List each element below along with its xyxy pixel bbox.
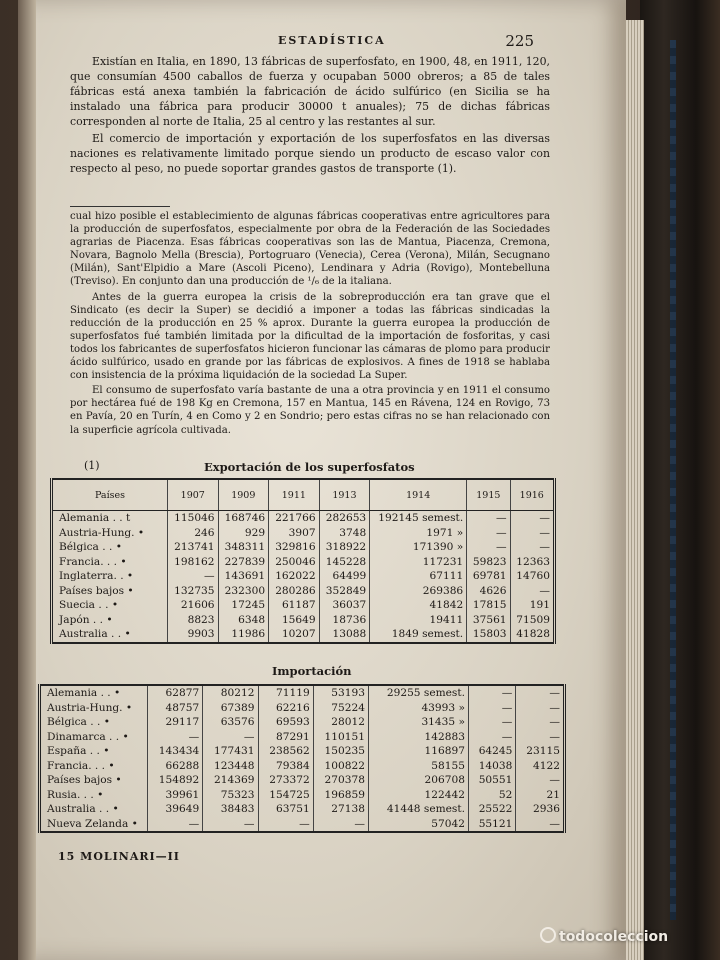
import-table: [38, 684, 566, 833]
value-cell: 15649: [269, 613, 320, 628]
table-row: [52, 613, 555, 628]
value-cell: 41828: [510, 627, 554, 643]
value-cell: 8823: [168, 613, 219, 628]
value-cell: 57042: [369, 817, 469, 833]
value-cell: 58155: [369, 759, 469, 774]
country-cell: Países bajos •: [59, 584, 134, 597]
footnote-text: [70, 210, 550, 439]
value-cell: —: [516, 715, 565, 730]
value-cell: —: [258, 817, 313, 833]
value-cell: 270378: [313, 773, 368, 788]
footnote-paragraph: cual hizo posible el establecimiento de algunas fábricas cooperativas entre agricultores para la producción de superfosfatos, especialmente por obra de la Federación de las Sociedades agrarias de Piacenza. Esas fábricas cooperativas son las de Mantua, Piacenza, Cremona, Novara, Bagnolo Mella (Brescia), Portogruaro (Venecia), Cerea (Verona), Milán, Secugnano (Milán), Sant'Elpidio a Mare (Ascoli Piceno), Lendinara y Adria (Rovigo), Montebelluna (Treviso). En conjunto dan una producción de ¹/₆ de la italiana.: [70, 211, 550, 288]
country-cell: España . . •: [47, 745, 110, 758]
value-cell: 282653: [319, 511, 370, 526]
value-cell: 13088: [319, 627, 370, 643]
value-cell: 87291: [258, 730, 313, 745]
value-cell: 69781: [467, 569, 510, 584]
value-cell: 63751: [258, 802, 313, 817]
column-header: 1907: [168, 479, 219, 511]
paragraph: El comercio de importación y exportación de los superfosfatos en las diversas naciones es relativamente limitado porque siendo un producto de escaso valor con respecto al peso, no puede soportar grandes gastos de transporte (1).: [70, 132, 550, 175]
value-cell: 1849 semest.: [370, 627, 467, 643]
value-cell: 221766: [269, 511, 320, 526]
value-cell: 37561: [467, 613, 510, 628]
value-cell: —: [313, 817, 368, 833]
table-row: [52, 555, 555, 570]
table-row: [40, 715, 565, 730]
footnote-rule: [70, 206, 170, 207]
table-row: [52, 511, 555, 526]
column-header: Países: [52, 479, 168, 511]
value-cell: 3748: [319, 526, 370, 541]
value-cell: 329816: [269, 540, 320, 555]
column-header: 1914: [370, 479, 467, 511]
value-cell: 61187: [269, 598, 320, 613]
value-cell: 196859: [313, 788, 368, 803]
country-cell: Japón . . •: [59, 613, 113, 626]
value-cell: 110151: [313, 730, 368, 745]
value-cell: 171390 »: [370, 540, 467, 555]
value-cell: 6348: [218, 613, 269, 628]
value-cell: —: [203, 730, 258, 745]
value-cell: 132735: [168, 584, 219, 599]
footnote-marker: (1): [84, 459, 100, 472]
value-cell: 929: [218, 526, 269, 541]
paragraph: Existían en Italia, en 1890, 13 fábricas de superfosfato, en 1900, 48, en 1911, 120, que consumían 4500 caballos de fuerza y ocupaban 5000 obreros; a 85 de tales fábricas está anexa también la fabricación de ácido sulfúrico (en Sicilia se ha instalado una fábrica para producir 30000 t anuales); 75 de dichas fábricas corresponden al norte de Italia, 25 al centro y las restantes al sur.: [70, 55, 550, 128]
table-row: [40, 685, 565, 701]
value-cell: 19411: [370, 613, 467, 628]
value-cell: 25522: [469, 802, 516, 817]
value-cell: 52: [469, 788, 516, 803]
table-row: [40, 701, 565, 716]
country-cell: Alemania . . t: [59, 512, 131, 525]
value-cell: 67111: [370, 569, 467, 584]
country-cell: Países bajos •: [47, 774, 122, 787]
country-cell: Inglaterra. . •: [59, 570, 134, 583]
page-footer-signature: 15 MOLINARI—II: [58, 850, 180, 863]
table-row: [52, 540, 555, 555]
value-cell: 36037: [319, 598, 370, 613]
value-cell: 122442: [369, 788, 469, 803]
value-cell: 143434: [148, 744, 203, 759]
value-cell: 142883: [369, 730, 469, 745]
country-cell: Rusia. . . •: [47, 788, 104, 801]
value-cell: 64245: [469, 744, 516, 759]
value-cell: —: [203, 817, 258, 833]
watermark-icon: [540, 927, 556, 943]
value-cell: 150235: [313, 744, 368, 759]
value-cell: 10207: [269, 627, 320, 643]
value-cell: —: [516, 701, 565, 716]
value-cell: 17245: [218, 598, 269, 613]
country-cell: Australia . . •: [47, 803, 119, 816]
value-cell: 238562: [258, 744, 313, 759]
value-cell: —: [510, 540, 554, 555]
country-cell: Austria-Hung. •: [47, 701, 133, 714]
value-cell: 62216: [258, 701, 313, 716]
value-cell: 9903: [168, 627, 219, 643]
body-text: [70, 54, 550, 178]
value-cell: 29255 semest.: [369, 685, 469, 701]
table-row: [40, 744, 565, 759]
value-cell: —: [516, 817, 565, 833]
export-table: [50, 478, 556, 644]
value-cell: 53193: [313, 685, 368, 701]
value-cell: 31435 »: [369, 715, 469, 730]
value-cell: 100822: [313, 759, 368, 774]
value-cell: 50551: [469, 773, 516, 788]
country-cell: Francia. . . •: [47, 759, 115, 772]
value-cell: —: [510, 584, 554, 599]
value-cell: 75224: [313, 701, 368, 716]
export-table-title: Exportación de los superfosfatos: [204, 460, 415, 474]
country-cell: Austria-Hung. •: [59, 526, 145, 539]
value-cell: 14760: [510, 569, 554, 584]
value-cell: 145228: [319, 555, 370, 570]
value-cell: —: [516, 773, 565, 788]
value-cell: 232300: [218, 584, 269, 599]
table-row: [52, 569, 555, 584]
value-cell: 66288: [148, 759, 203, 774]
footnote-paragraph: Antes de la guerra europea la crisis de la sobreproducción era tan grave que el Sindicato (es decir la Super) se decidió a imponer a todas las fábricas sindicadas la reducción de la producción en 25 % aprox. Durante la guerra europea la producción de superfosfatos fué también limitada por la dificultad de la importación de fosforitas, y casi todos los fabricantes de superfosfatos hicieron funcionar las cámaras de plomo para producir ácido sulfúrico, usado en grande por las fábricas de explosivos. A fines de 1918 se hablaba con insistencia de la próxima liquidación de la sociedad La Super.: [70, 291, 550, 382]
value-cell: —: [467, 540, 510, 555]
table-row: [52, 627, 555, 643]
page-gutter: [18, 0, 36, 960]
value-cell: 198162: [168, 555, 219, 570]
value-cell: 67389: [203, 701, 258, 716]
value-cell: 21: [516, 788, 565, 803]
value-cell: 154892: [148, 773, 203, 788]
value-cell: 206708: [369, 773, 469, 788]
value-cell: 21606: [168, 598, 219, 613]
value-cell: 43993 »: [369, 701, 469, 716]
country-cell: Australia . . •: [59, 628, 131, 641]
value-cell: 123448: [203, 759, 258, 774]
value-cell: 41842: [370, 598, 467, 613]
value-cell: 75323: [203, 788, 258, 803]
value-cell: 273372: [258, 773, 313, 788]
value-cell: 162022: [269, 569, 320, 584]
value-cell: 23115: [516, 744, 565, 759]
value-cell: —: [469, 701, 516, 716]
watermark-logo: [540, 927, 668, 945]
value-cell: 116897: [369, 744, 469, 759]
value-cell: 177431: [203, 744, 258, 759]
value-cell: 250046: [269, 555, 320, 570]
footnote-paragraph: El consumo de superfosfato varía bastante de una a otra provincia y en 1911 el consumo por hectárea fué de 198 Kg en Cremona, 157 en Mantua, 145 en Rávena, 124 en Rovigo, 73 en Pavía, 20 en Turín, 4 en Como y 2 en Sondrio; pero estas cifras no se han relacionado con la superficie agrícola cultivada.: [70, 385, 550, 436]
country-cell: Bélgica . . •: [59, 541, 122, 554]
table-row: [40, 759, 565, 774]
value-cell: 318922: [319, 540, 370, 555]
page-number: 225: [505, 32, 534, 50]
value-cell: 214369: [203, 773, 258, 788]
value-cell: 59823: [467, 555, 510, 570]
value-cell: 79384: [258, 759, 313, 774]
watermark-text: todocoleccion: [559, 929, 669, 945]
value-cell: 55121: [469, 817, 516, 833]
table-row: [40, 788, 565, 803]
value-cell: 48757: [148, 701, 203, 716]
value-cell: 269386: [370, 584, 467, 599]
value-cell: 227839: [218, 555, 269, 570]
value-cell: 41448 semest.: [369, 802, 469, 817]
value-cell: —: [516, 685, 565, 701]
value-cell: 28012: [313, 715, 368, 730]
value-cell: 192145 semest.: [370, 511, 467, 526]
table-row: [52, 598, 555, 613]
book-cover-spine: [640, 0, 720, 960]
value-cell: 191: [510, 598, 554, 613]
value-cell: 39649: [148, 802, 203, 817]
value-cell: —: [510, 526, 554, 541]
value-cell: 27138: [313, 802, 368, 817]
value-cell: 80212: [203, 685, 258, 701]
value-cell: 63576: [203, 715, 258, 730]
table-row: [40, 817, 565, 833]
value-cell: 69593: [258, 715, 313, 730]
value-cell: 39961: [148, 788, 203, 803]
column-header: 1909: [218, 479, 269, 511]
value-cell: 38483: [203, 802, 258, 817]
page-header: [18, 34, 626, 52]
value-cell: —: [467, 526, 510, 541]
column-header: 1916: [510, 479, 554, 511]
import-table-title: Importación: [272, 664, 352, 678]
value-cell: 4626: [467, 584, 510, 599]
cover-edge-stripe: [670, 40, 676, 920]
table-row: [40, 802, 565, 817]
value-cell: 246: [168, 526, 219, 541]
value-cell: —: [148, 817, 203, 833]
value-cell: —: [510, 511, 554, 526]
value-cell: 1971 »: [370, 526, 467, 541]
value-cell: 143691: [218, 569, 269, 584]
value-cell: 71119: [258, 685, 313, 701]
value-cell: —: [469, 730, 516, 745]
value-cell: —: [148, 730, 203, 745]
value-cell: 64499: [319, 569, 370, 584]
value-cell: 11986: [218, 627, 269, 643]
book-page: [18, 0, 626, 960]
value-cell: 62877: [148, 685, 203, 701]
value-cell: —: [469, 715, 516, 730]
table-row: [52, 584, 555, 599]
value-cell: 117231: [370, 555, 467, 570]
country-cell: Alemania . . •: [47, 687, 121, 700]
table-row: [52, 526, 555, 541]
value-cell: —: [467, 511, 510, 526]
value-cell: 154725: [258, 788, 313, 803]
value-cell: —: [516, 730, 565, 745]
value-cell: 115046: [168, 511, 219, 526]
value-cell: 3907: [269, 526, 320, 541]
value-cell: —: [469, 685, 516, 701]
column-header: 1915: [467, 479, 510, 511]
column-header: 1913: [319, 479, 370, 511]
country-cell: Francia. . . •: [59, 555, 127, 568]
value-cell: 29117: [148, 715, 203, 730]
value-cell: 348311: [218, 540, 269, 555]
value-cell: 213741: [168, 540, 219, 555]
value-cell: 14038: [469, 759, 516, 774]
value-cell: 2936: [516, 802, 565, 817]
value-cell: 12363: [510, 555, 554, 570]
column-header: 1911: [269, 479, 320, 511]
table-row: [40, 773, 565, 788]
table-row: [40, 730, 565, 745]
value-cell: 18736: [319, 613, 370, 628]
country-cell: Suecia . . •: [59, 599, 119, 612]
value-cell: 4122: [516, 759, 565, 774]
value-cell: 71509: [510, 613, 554, 628]
country-cell: Bélgica . . •: [47, 716, 110, 729]
country-cell: Dinamarca . . •: [47, 730, 129, 743]
value-cell: 352849: [319, 584, 370, 599]
country-cell: Nueva Zelanda •: [47, 817, 138, 830]
table-header-row: [52, 479, 555, 511]
value-cell: 17815: [467, 598, 510, 613]
running-head: ESTADÍSTICA: [278, 34, 386, 47]
value-cell: —: [168, 569, 219, 584]
value-cell: 168746: [218, 511, 269, 526]
value-cell: 280286: [269, 584, 320, 599]
value-cell: 15803: [467, 627, 510, 643]
